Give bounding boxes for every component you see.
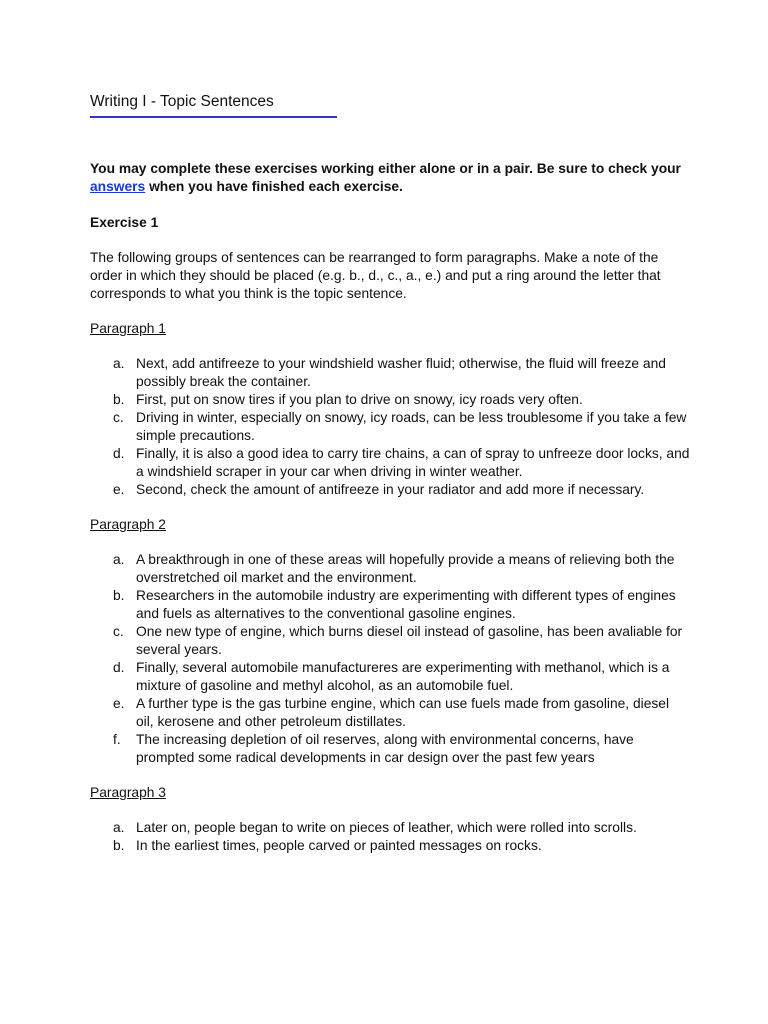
- list-marker: a.: [113, 356, 125, 371]
- paragraph-3-list: [90, 819, 690, 855]
- list-item: [90, 355, 690, 391]
- paragraph-3-heading: Paragraph 3: [90, 785, 166, 800]
- list-item-text: Driving in winter, especially on snowy, icy roads, can be less troublesome if you take a few simple precautions.: [136, 410, 687, 443]
- instructions-text: The following groups of sentences can be rearranged to form paragraphs. Make a note of the order in which they should be placed (e.g. b., d., c., a., e.) and put a ring around the letter that corresponds to what you think is the topic sentence.: [90, 250, 661, 301]
- list-item-text: Later on, people began to write on pieces of leather, which were rolled into scrolls.: [136, 820, 637, 835]
- list-marker: c.: [113, 624, 124, 639]
- list-marker: a.: [113, 552, 125, 567]
- list-item: [90, 819, 690, 837]
- list-marker: b.: [113, 392, 125, 407]
- list-item-text: A breakthrough in one of these areas will hopefully provide a means of relieving both the overstretched oil market and the environment.: [136, 552, 675, 585]
- list-marker: f.: [113, 732, 121, 747]
- list-marker: d.: [113, 446, 125, 461]
- list-marker: b.: [113, 588, 125, 603]
- intro-text: [90, 160, 690, 196]
- list-marker: a.: [113, 820, 125, 835]
- list-item-text: Finally, several automobile manufactureres are experimenting with methanol, which is a mixture of gasoline and methyl alcohol, as an automobile fuel.: [136, 660, 670, 693]
- list-item-text: Researchers in the automobile industry are experimenting with different types of engines and fuels as alternatives to the conventional gasoline engines.: [136, 588, 676, 621]
- list-item: [90, 731, 690, 767]
- list-item-text: The increasing depletion of oil reserves, along with environmental concerns, have prompted some radical developments in car design over the past few years: [136, 732, 634, 765]
- list-item: [90, 481, 690, 499]
- list-item: [90, 659, 690, 695]
- exercise-heading: Exercise 1: [90, 215, 159, 230]
- document-page: [90, 92, 690, 855]
- list-item-text: Second, check the amount of antifreeze in your radiator and add more if necessary.: [136, 482, 645, 497]
- list-item: [90, 623, 690, 659]
- title-block: [90, 92, 274, 116]
- list-item: [90, 409, 690, 445]
- intro-text-before: You may complete these exercises working either alone or in a pair. Be sure to check your: [90, 161, 681, 176]
- paragraph-2-heading: Paragraph 2: [90, 517, 166, 532]
- list-item-text: First, put on snow tires if you plan to drive on snowy, icy roads very often.: [136, 392, 583, 407]
- page-title: Writing I - Topic Sentences: [90, 93, 274, 110]
- paragraph-2-list: [90, 551, 690, 767]
- list-item-text: Finally, it is also a good idea to carry tire chains, a can of spray to unfreeze door locks, and a windshield scraper in your car when driving in winter weather.: [136, 446, 690, 479]
- answers-link[interactable]: answers: [90, 179, 146, 194]
- list-item: [90, 551, 690, 587]
- list-marker: c.: [113, 410, 124, 425]
- list-item-text: A further type is the gas turbine engine, which can use fuels made from gasoline, diesel oil, kerosene and other petroleum distillates.: [136, 696, 670, 729]
- list-marker: e.: [113, 482, 125, 497]
- list-item-text: One new type of engine, which burns diesel oil instead of gasoline, has been avaliable for several years.: [136, 624, 683, 657]
- list-item: [90, 391, 690, 409]
- list-item-text: Next, add antifreeze to your windshield washer fluid; otherwise, the fluid will freeze and possibly break the container.: [136, 356, 666, 389]
- paragraph-1-list: [90, 355, 690, 499]
- paragraph-1-heading: Paragraph 1: [90, 321, 166, 336]
- list-item-text: In the earliest times, people carved or painted messages on rocks.: [136, 838, 542, 853]
- list-marker: d.: [113, 660, 125, 675]
- list-item: [90, 445, 690, 481]
- intro-text-after: when you have finished each exercise.: [145, 179, 403, 194]
- list-marker: e.: [113, 696, 125, 711]
- list-item: [90, 587, 690, 623]
- title-underline: [90, 116, 337, 118]
- list-item: [90, 837, 690, 855]
- list-item: [90, 695, 690, 731]
- list-marker: b.: [113, 838, 125, 853]
